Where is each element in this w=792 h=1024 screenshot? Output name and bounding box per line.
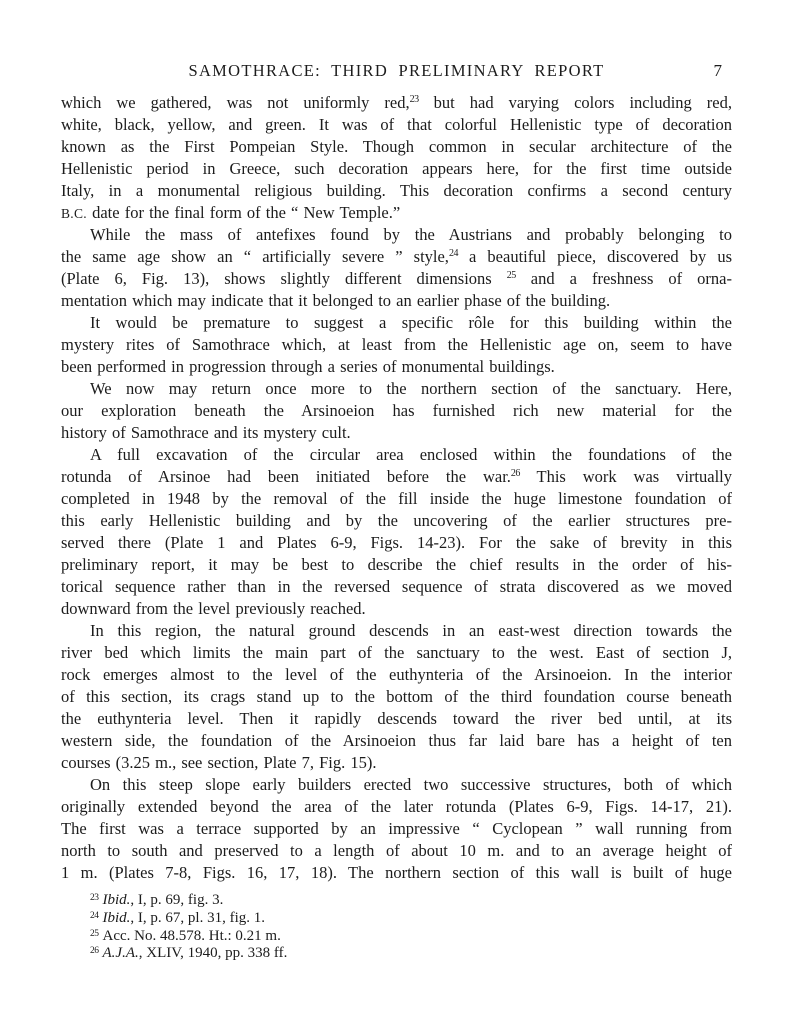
text-segment: In this region, the natural ground descends in an east-west direction towards the (90, 621, 732, 640)
footnote-item (90, 945, 710, 963)
text-segment: torical sequence rather than in the reversed sequence of strata discovered as we moved (61, 577, 732, 596)
text-line (61, 466, 732, 488)
text-segment: Hellenistic period in Greece, such decoration appears here, for the first time outside (61, 159, 732, 178)
text-segment: served there (Plate 1 and Plates 6-9, Figs. 14-23). For the sake of brevity in this (61, 533, 732, 552)
text-segment: the euthynteria level. Then it rapidly descends toward the river bed until, at its (61, 709, 732, 728)
text-line (61, 752, 732, 774)
text-line (61, 158, 732, 180)
text-segment: completed in 1948 by the removal of the fill inside the huge limestone foundation of (61, 489, 732, 508)
text-line (61, 224, 732, 246)
text-segment: A full excavation of the circular area enclosed within the foundations of the (90, 445, 732, 464)
text-segment: mystery rites of Samothrace which, at least from the Hellenistic age on, seem to have (61, 335, 732, 354)
text-segment: Italy, in a monumental religious building. This decoration confirms a second century (61, 181, 732, 200)
footnote-item (90, 910, 710, 928)
text-segment: Acc. No. 48.578. Ht.: 0.21 m. (102, 927, 281, 944)
text-line (61, 532, 732, 554)
running-title: SAMOTHRACE: THIRD PRELIMINARY REPORT (188, 61, 605, 80)
text-segment: , I, p. 67, pl. 31, fig. 1. (130, 909, 265, 926)
text-line (61, 202, 732, 224)
text-segment: a beautiful piece, discovered by us (457, 247, 732, 266)
text-segment: It would be premature to suggest a specific rôle for this building within the (90, 313, 732, 332)
text-segment: our exploration beneath the Arsinoeion has furnished rich new material for the (61, 401, 732, 420)
text-segment: been performed in progression through a series of monumental buildings. (61, 357, 555, 376)
text-line (61, 576, 732, 598)
text-line (61, 488, 732, 510)
text-segment: the same age show an “ artificially severe ” style, (61, 247, 449, 266)
text-line (61, 840, 732, 862)
text-line (61, 180, 732, 202)
text-line (61, 708, 732, 730)
text-line (61, 642, 732, 664)
text-line (61, 444, 732, 466)
text-line (61, 136, 732, 158)
page-number: 7 (713, 61, 722, 80)
text-line (61, 92, 732, 114)
footnote-reference: 26 (510, 468, 520, 479)
text-segment: and a freshness of orna- (515, 269, 732, 288)
text-line (61, 312, 732, 334)
text-segment: known as the First Pompeian Style. Though common in secular architecture of the (61, 137, 732, 156)
text-line (61, 818, 732, 840)
text-line (61, 620, 732, 642)
text-segment: mentation which may indicate that it belonged to an earlier phase of the building. (61, 291, 611, 310)
text-segment: rotunda of Arsinoe had been initiated before the war. (61, 467, 511, 486)
text-segment: which we gathered, was not uniformly red, (61, 93, 410, 112)
text-segment: While the mass of antefixes found by the Austrians and probably belonging to (90, 225, 732, 244)
footnote-number: 26 (90, 946, 99, 957)
text-line (61, 334, 732, 356)
text-line (61, 378, 732, 400)
text-segment: The first was a terrace supported by an impressive “ Cyclopean ” wall running from (61, 819, 732, 838)
text-segment: (Plate 6, Fig. 13), shows slightly different dimensions (61, 269, 507, 288)
text-segment: of this section, its crags stand up to the bottom of the third foundation course beneath (61, 687, 732, 706)
text-segment: rock emerges almost to the level of the euthynteria of the Arsinoeion. In the interior (61, 665, 732, 684)
text-segment: river bed which limits the main part of the sanctuary to the west. East of section J, (61, 643, 732, 662)
footnote-item (90, 928, 710, 946)
text-segment: history of Samothrace and its mystery cult. (61, 423, 351, 442)
text-line (61, 730, 732, 752)
text-line (61, 686, 732, 708)
text-segment: B.C. (61, 206, 87, 221)
text-segment: Ibid. (102, 909, 131, 926)
footnote-reference: 25 (506, 270, 516, 281)
text-segment: This work was virtually (519, 467, 732, 486)
footnote-reference: 23 (409, 94, 419, 105)
text-line (61, 664, 732, 686)
text-segment: but had varying colors including red, (418, 93, 732, 112)
text-segment: We now may return once more to the northern section of the sanctuary. Here, (90, 379, 732, 398)
text-line (61, 400, 732, 422)
text-line (61, 510, 732, 532)
text-segment: , I, p. 69, fig. 3. (130, 892, 224, 908)
footnote-number: 24 (90, 910, 99, 921)
text-segment: On this steep slope early builders erected two successive structures, both of which (90, 775, 732, 794)
text-line (61, 268, 732, 290)
footnote-item (90, 892, 710, 910)
text-line (61, 598, 732, 620)
footnote-number: 23 (90, 893, 99, 903)
text-segment: A.J.A. (102, 945, 139, 962)
text-line (61, 554, 732, 576)
text-line (61, 114, 732, 136)
body-text (61, 92, 732, 884)
text-segment: date for the final form of the “ New Temple.” (86, 203, 401, 222)
text-segment: downward from the level previously reached. (61, 599, 366, 618)
text-segment: Ibid. (102, 892, 131, 908)
page-header (61, 61, 732, 83)
text-segment: preliminary report, it may be best to describe the chief results in the order of his- (61, 555, 732, 574)
footnote-number: 25 (90, 928, 99, 939)
footnotes (90, 892, 710, 963)
text-line (61, 422, 732, 444)
text-line (61, 774, 732, 796)
text-segment: 1 m. (Plates 7-8, Figs. 16, 17, 18). The northern section of this wall is built of huge (61, 863, 732, 882)
text-segment: white, black, yellow, and green. It was of that colorful Hellenistic type of decoration (61, 115, 732, 134)
text-line (61, 796, 732, 818)
footnote-reference: 24 (448, 248, 458, 259)
text-line (61, 862, 732, 884)
text-segment: north to south and preserved to a length of about 10 m. and to an average height of (61, 841, 732, 860)
text-segment: western side, the foundation of the Arsinoeion thus far laid bare has a height of ten (61, 731, 732, 750)
text-segment: originally extended beyond the area of the later rotunda (Plates 6-9, Figs. 14-17, 21). (61, 797, 732, 816)
text-line (61, 290, 732, 312)
text-line (61, 356, 732, 378)
text-segment: courses (3.25 m., see section, Plate 7, Fig. 15). (61, 753, 377, 772)
text-segment: this early Hellenistic building and by the uncovering of the earlier structures pre- (61, 511, 732, 530)
text-line (61, 246, 732, 268)
text-segment: , XLIV, 1940, pp. 338 ff. (138, 945, 288, 962)
